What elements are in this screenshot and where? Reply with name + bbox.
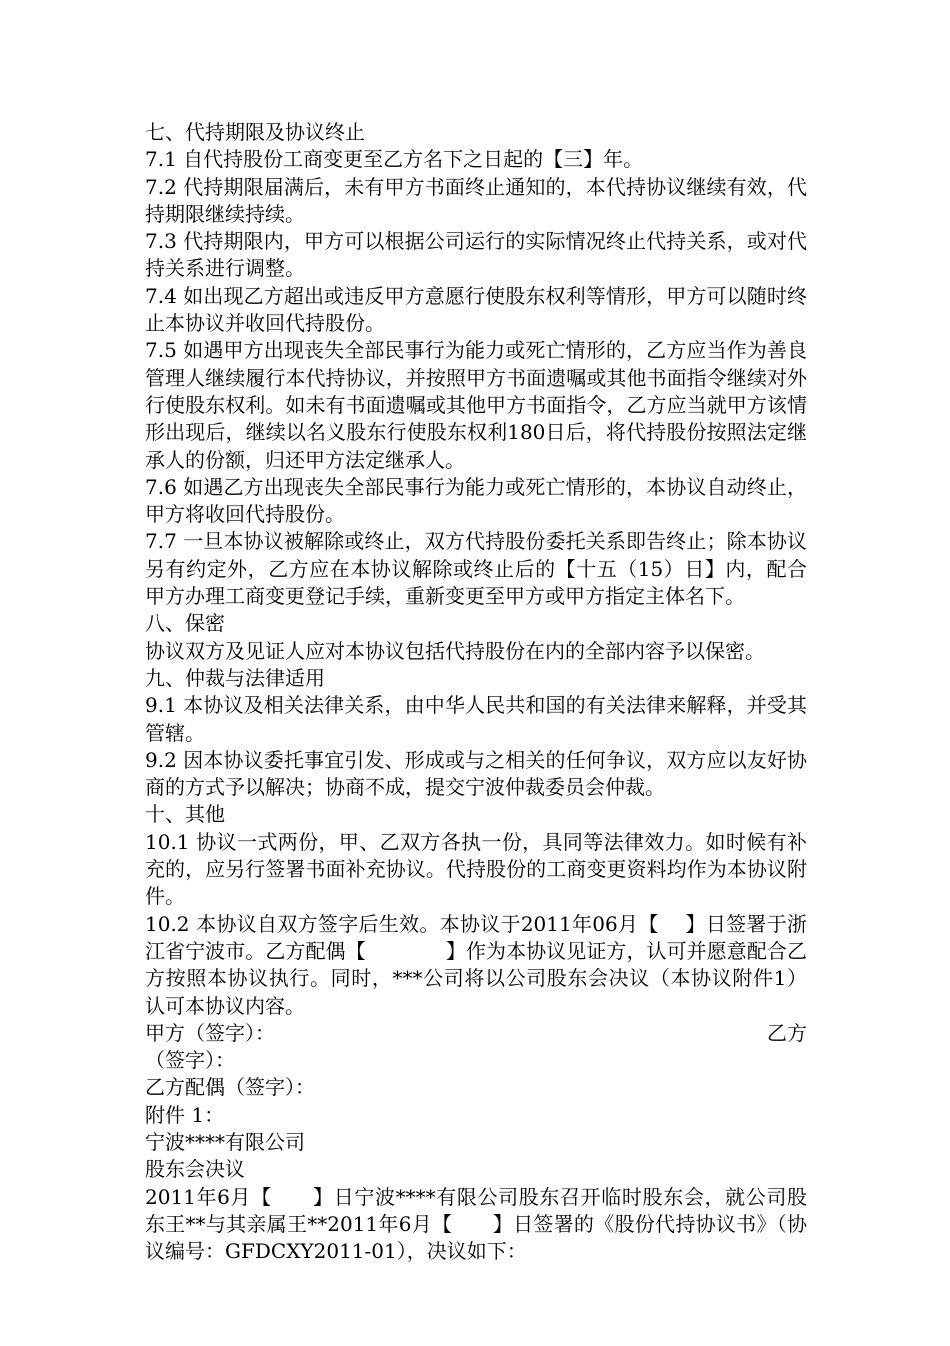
spouse-signature-label: 乙方配偶（签字）：	[145, 1075, 315, 1100]
section-heading-10: 十、其他	[145, 802, 225, 827]
party-a-signature-label: 甲方（签字）：	[145, 1020, 275, 1045]
party-b-signature-label: 乙方	[767, 1020, 807, 1045]
clause-7-2: 7.2 代持期限届满后，未有甲方书面终止通知的，本代持协议继续有效，代持期限继续持续。	[145, 174, 807, 226]
clause-8: 协议双方及见证人应对本协议包括代持股份在内的全部内容予以保密。	[145, 638, 765, 663]
clause-7-4: 7.4 如出现乙方超出或违反甲方意愿行使股东权利等情形，甲方可以随时终止本协议并收回代持股份。	[145, 283, 807, 336]
appendix-company: 宁波****有限公司	[145, 1129, 305, 1154]
signature-row	[145, 1020, 807, 1047]
clause-9-2: 9.2 因本协议委托事宜引发、形成或与之相关的任何争议，双方应以友好协商的方式予以解决；协商不成，提交宁波仲裁委员会仲裁。	[145, 747, 807, 800]
party-b-signature-cont: （签字）：	[145, 1048, 235, 1073]
document-page	[145, 119, 807, 1265]
clause-10-1: 10.1 协议一式两份，甲、乙双方各执一份，具同等法律效力。如时候有补充的，应另行签署书面补充协议。代持股份的工商变更资料均作为本协议附件。	[145, 829, 807, 909]
section-heading-8: 八、保密	[145, 611, 225, 636]
section-heading-9: 九、仲裁与法律适用	[145, 665, 325, 690]
clause-7-6: 7.6 如遇乙方出现丧失全部民事行为能力或死亡情形的，本协议自动终止，甲方将收回代持股份。	[145, 474, 807, 527]
appendix-body: 2011年6月【 】日宁波****有限公司股东召开临时股东会，就公司股东王**与其亲属王**2011年6月【 】日签署的《股份代持协议书》（协议编号：GFDCXY2011-01），决议如下：	[145, 1184, 807, 1264]
clause-9-1: 9.1 本协议及相关法律关系，由中华人民共和国的有关法律来解释，并受其管辖。	[145, 693, 807, 745]
section-heading-7: 七、代持期限及协议终止	[145, 120, 365, 144]
clause-7-5: 7.5 如遇甲方出现丧失全部民事行为能力或死亡情形的，乙方应当作为善良管理人继续履行本代持协议，并按照甲方书面遗嘱或其他书面指令继续对外行使股东权利。如未有书面遗嘱或其他甲方书面指令，乙方应当就甲方该情形出现后，继续以名义股东行使股东权利180日后，将代持股份按照法定继承人的份额，归还甲方法定继承人。	[145, 338, 807, 472]
clause-10-2: 10.2 本协议自双方签字后生效。本协议于2011年06月【 】日签署于浙江省宁波市。乙方配偶【 】作为本协议见证方，认可并愿意配合乙方按照本协议执行。同时，***公司将以公司股东会决议（本协议附件1）认可本协议内容。	[145, 911, 807, 1018]
appendix-title: 股东会决议	[145, 1157, 245, 1182]
clause-7-7: 7.7 一旦本协议被解除或终止，双方代持股份委托关系即告终止；除本协议另有约定外，乙方应在本协议解除或终止后的【十五（15）日】内，配合甲方办理工商变更登记手续，重新变更至甲方或甲方指定主体名下。	[145, 529, 807, 609]
clause-7-3: 7.3 代持期限内，甲方可以根据公司运行的实际情况终止代持关系，或对代持关系进行调整。	[145, 229, 807, 281]
appendix-label: 附件 1：	[145, 1102, 225, 1127]
clause-7-1: 7.1 自代持股份工商变更至乙方名下之日起的【三】年。	[145, 147, 644, 172]
